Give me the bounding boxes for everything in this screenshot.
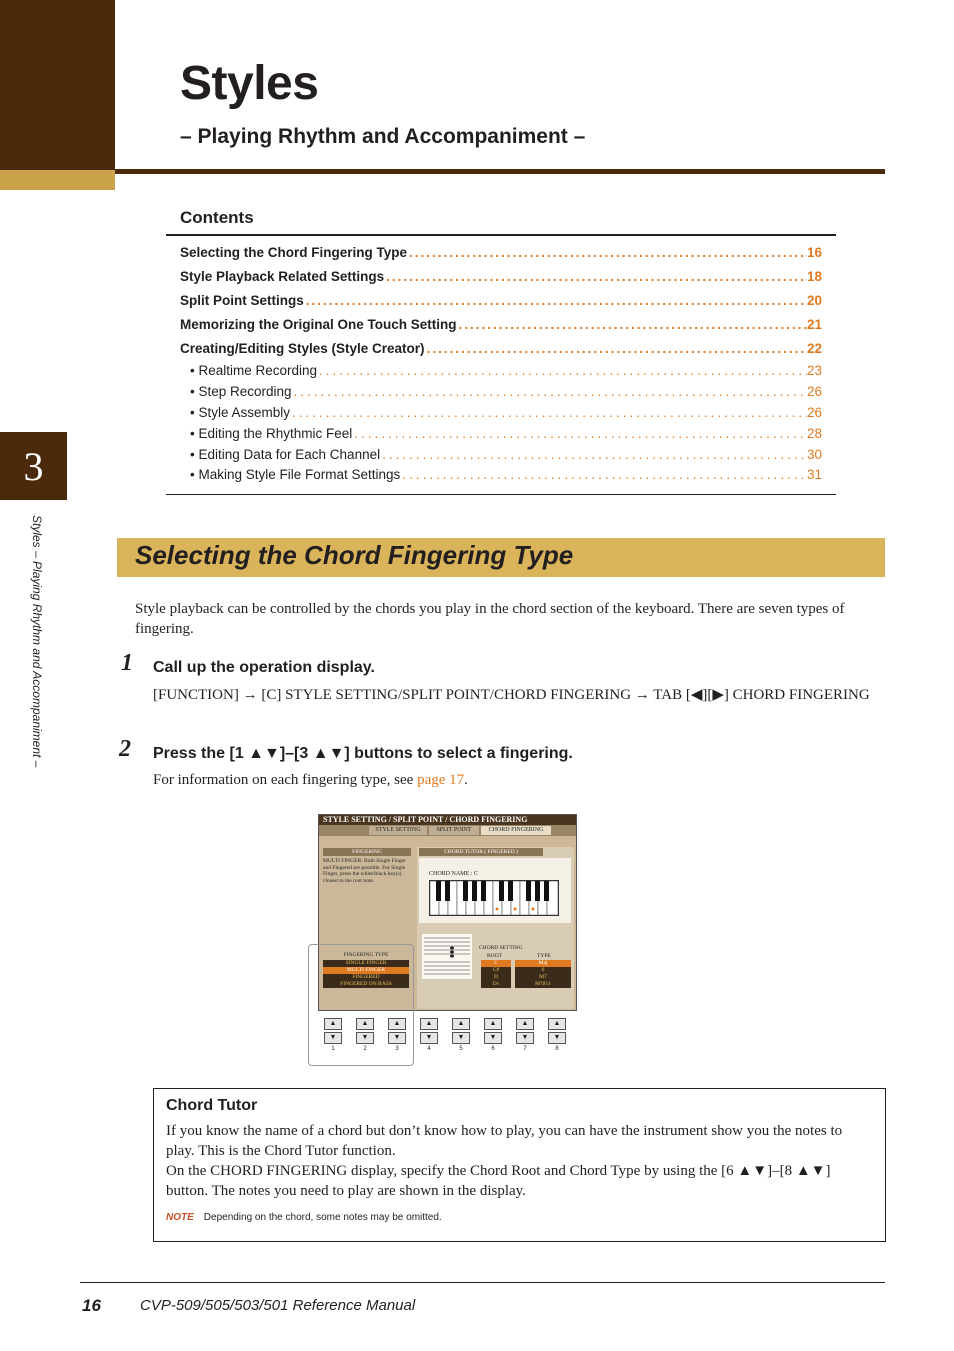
toc-subentry[interactable]: • Realtime Recording ..... 23 <box>190 363 822 378</box>
page-link[interactable]: page 17 <box>417 772 465 788</box>
step-title: Press the [1 ▲▼]–[3 ▲▼] buttons to select a fingering. <box>153 745 573 762</box>
chord-name: CHORD NAME : C <box>429 871 478 877</box>
toc-subentry[interactable]: • Style Assembly ..... 26 <box>190 405 822 420</box>
type-option-selected[interactable]: Maj <box>515 960 571 967</box>
fingering-header: FINGERING <box>323 848 411 856</box>
up-arrow-icon[interactable]: ▲ <box>420 1018 438 1030</box>
chord-setting-label: CHORD SETTING <box>479 945 523 951</box>
toc-entry[interactable]: Split Point Settings ..... 20 <box>180 293 822 308</box>
type-option[interactable]: M7 <box>539 974 547 980</box>
type-option[interactable]: 6 <box>541 967 545 973</box>
keyboard-graphic <box>429 880 559 916</box>
step-body: For information on each fingering type, see page 17. <box>153 772 468 788</box>
notation-staff <box>422 934 472 979</box>
panel-buttons <box>318 1018 575 1058</box>
down-arrow-icon[interactable]: ▼ <box>548 1032 566 1044</box>
toc-subentry[interactable]: • Editing the Rhythmic Feel ..... 28 <box>190 426 822 441</box>
header-corner-stripe <box>0 170 115 190</box>
up-arrow-icon[interactable]: ▲ <box>324 1018 342 1030</box>
up-arrow-icon[interactable]: ▲ <box>484 1018 502 1030</box>
root-option[interactable]: D <box>494 974 498 980</box>
type-label: TYPE <box>537 953 551 959</box>
root-list[interactable] <box>481 960 511 988</box>
side-running-text: Styles – Playing Rhythm and Accompaniment – <box>30 515 44 768</box>
down-arrow-icon[interactable]: ▼ <box>516 1032 534 1044</box>
button-1[interactable]: ▲ ▼ 1 <box>324 1018 342 1052</box>
footer-page-number: 16 <box>82 1296 101 1315</box>
tab-split-point[interactable]: SPLIT POINT <box>429 826 479 835</box>
root-label: ROOT <box>487 953 502 959</box>
button-5[interactable]: ▲ ▼ 5 <box>452 1018 470 1052</box>
contents-heading: Contents <box>180 208 254 227</box>
toc-entry[interactable]: Creating/Editing Styles (Style Creator) ..... 22 <box>180 341 822 356</box>
toc-subentry[interactable]: • Step Recording ..... 26 <box>190 384 822 399</box>
down-arrow-icon[interactable]: ▼ <box>356 1032 374 1044</box>
root-option[interactable]: C♯ <box>492 967 500 973</box>
multi-finger-description: MULTI FINGER: Both Single Finger and Fingered are possible. For Single Finger, press the white/black key(s) closest to the root note. <box>323 858 406 884</box>
step-title: Call up the operation display. <box>153 659 375 676</box>
type-option[interactable]: M7♯11 <box>535 981 551 987</box>
note-text: Depending on the chord, some notes may be omitted. <box>203 1212 442 1223</box>
root-option[interactable]: D♭ <box>492 981 500 987</box>
chord-tutor-title: Chord Tutor <box>166 1097 258 1114</box>
button-6[interactable]: ▲ ▼ 6 <box>484 1018 502 1052</box>
toc-subentry[interactable]: • Editing Data for Each Channel ..... 30 <box>190 447 822 462</box>
header-corner-block <box>0 0 115 170</box>
contents-rule-bottom <box>166 494 836 495</box>
screen-tab-bar <box>319 825 576 836</box>
screen-title-bar: STYLE SETTING / SPLIT POINT / CHORD FINGERING <box>319 815 576 825</box>
step-number: 2 <box>119 736 131 762</box>
toc-entry[interactable]: Style Playback Related Settings ..... 18 <box>180 269 822 284</box>
fingering-type-label: FINGERING TYPE <box>343 952 389 958</box>
chord-tutor-body: If you know the name of a chord but don’t know how to play, you can have the instrument show you the notes to play. This is the Chord Tutor function. On the CHORD FINGERING display, specify the Chord Root and Chord Type by using the [6 ▲▼]–[8 ▲▼] button. The notes you need to play are shown in the display. <box>166 1123 843 1199</box>
contents-rule-top <box>166 234 836 236</box>
down-arrow-icon[interactable]: ▼ <box>452 1032 470 1044</box>
up-arrow-icon[interactable]: ▲ <box>516 1018 534 1030</box>
footer-manual-title: CVP-509/505/503/501 Reference Manual <box>140 1297 416 1314</box>
note-label: NOTE <box>166 1212 194 1223</box>
toc-entry[interactable]: Memorizing the Original One Touch Setting ..... 21 <box>180 317 822 332</box>
fingering-option-selected[interactable]: MULTI FINGER <box>323 967 409 974</box>
button-7[interactable]: ▲ ▼ 7 <box>516 1018 534 1052</box>
page-title: Styles <box>180 57 319 110</box>
chord-tutor-header: CHORD TUTOR ( FINGERED ) <box>419 848 543 856</box>
footer-rule <box>80 1282 885 1283</box>
down-arrow-icon[interactable]: ▼ <box>484 1032 502 1044</box>
fingering-option[interactable]: FINGERED <box>352 974 380 980</box>
type-list[interactable] <box>515 960 571 988</box>
tab-chord-fingering[interactable]: CHORD FINGERING <box>481 826 551 835</box>
button-4[interactable]: ▲ ▼ 4 <box>420 1018 438 1052</box>
button-3[interactable]: ▲ ▼ 3 <box>388 1018 406 1052</box>
section-title: Selecting the Chord Fingering Type <box>135 540 574 570</box>
down-arrow-icon[interactable]: ▼ <box>388 1032 406 1044</box>
up-arrow-icon[interactable]: ▲ <box>388 1018 406 1030</box>
down-arrow-icon[interactable]: ▼ <box>420 1032 438 1044</box>
button-2[interactable]: ▲ ▼ 2 <box>356 1018 374 1052</box>
step-body: [FUNCTION] → [C] STYLE SETTING/SPLIT POINT/CHORD FINGERING → TAB [◀][▶] CHORD FINGERING <box>153 687 870 703</box>
tab-style-setting[interactable]: STYLE SETTING <box>369 826 427 835</box>
toc-subentry[interactable]: • Making Style File Format Settings ..... 31 <box>190 467 822 482</box>
fingering-option[interactable]: SINGLE FINGER <box>345 960 387 966</box>
header-rule <box>115 169 885 174</box>
fingering-option[interactable]: FINGERED ON BASS <box>340 981 392 987</box>
chapter-tab: 3 <box>0 432 67 500</box>
note <box>166 1212 442 1223</box>
up-arrow-icon[interactable]: ▲ <box>548 1018 566 1030</box>
button-8[interactable]: ▲ ▼ 8 <box>548 1018 566 1052</box>
step-number: 1 <box>121 650 133 676</box>
up-arrow-icon[interactable]: ▲ <box>452 1018 470 1030</box>
section-intro: Style playback can be controlled by the chords you play in the chord section of the keyboard. There are seven types of fingering. <box>135 601 845 637</box>
down-arrow-icon[interactable]: ▼ <box>324 1032 342 1044</box>
page-subtitle: – Playing Rhythm and Accompaniment – <box>180 125 586 148</box>
up-arrow-icon[interactable]: ▲ <box>356 1018 374 1030</box>
root-option-selected[interactable]: C <box>481 960 511 967</box>
toc-entry[interactable]: Selecting the Chord Fingering Type ..... 16 <box>180 245 822 260</box>
